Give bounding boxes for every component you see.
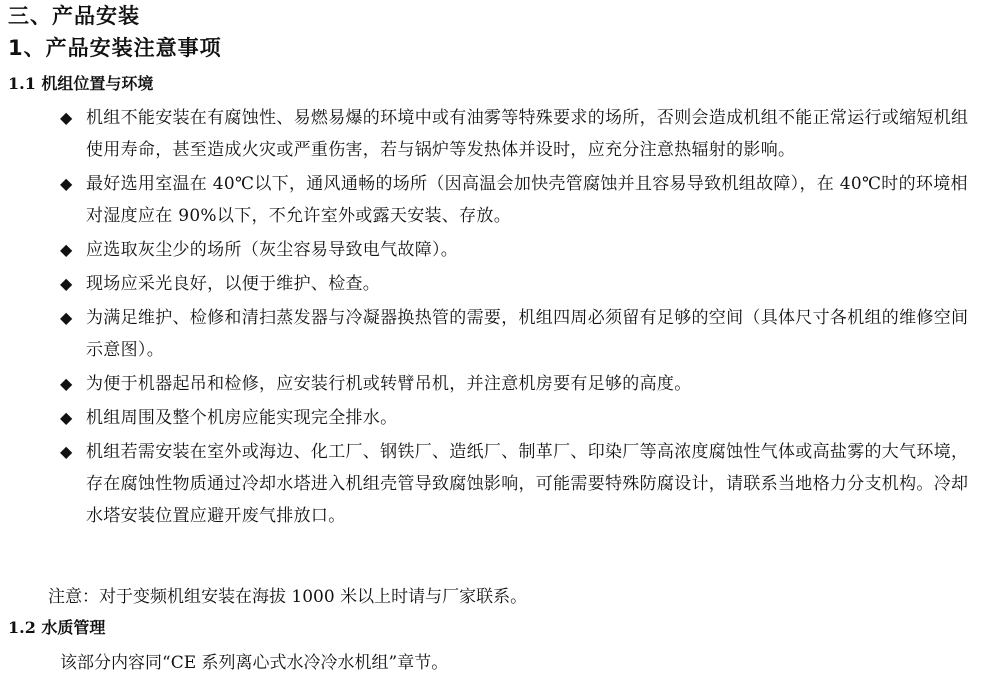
list-item-text: 应选取灰尘少的场所（灰尘容易导致电气故障）。 <box>86 240 459 260</box>
diamond-bullet-icon: ◆ <box>60 374 73 393</box>
section-subtitle: 1、产品安装注意事项 <box>8 36 222 60</box>
list-item <box>60 368 980 400</box>
list-item-text: 现场应采光良好，以便于维护、检查。 <box>86 274 381 294</box>
section-title: 三、产品安装 <box>8 4 140 28</box>
diamond-bullet-icon: ◆ <box>60 274 73 293</box>
altitude-note: 注意：对于变频机组安装在海拔 1000 米以上时请与厂家联系。 <box>48 587 528 607</box>
diamond-bullet-icon: ◆ <box>60 240 73 259</box>
subsection-heading-1-2: 1.2 水质管理 <box>8 618 106 637</box>
diamond-bullet-icon: ◆ <box>60 408 73 427</box>
diamond-bullet-icon: ◆ <box>60 108 73 127</box>
list-item <box>60 302 980 366</box>
diamond-bullet-icon: ◆ <box>60 442 73 461</box>
list-item-text: 机组周围及整个机房应能实现完全排水。 <box>86 408 398 428</box>
subsection-heading-1-1: 1.1 机组位置与环境 <box>8 74 154 93</box>
list-item <box>60 168 980 232</box>
list-item-text: 机组若需安装在室外或海边、化工厂、钢铁厂、造纸厂、制革厂、印染厂等高浓度腐蚀性气体或高盐雾的大气环境，存在腐蚀性物质通过冷却水塔进入机组壳管导致腐蚀影响，可能需要特殊防腐设计，请联系当地格力分支机构。冷却水塔安装位置应避开废气排放口。 <box>86 442 969 526</box>
list-item <box>60 436 980 532</box>
requirements-list <box>60 102 980 534</box>
list-item-text: 机组不能安装在有腐蚀性、易燃易爆的环境中或有油雾等特殊要求的场所，否则会造成机组不能正常运行或缩短机组使用寿命，甚至造成火灾或严重伤害，若与锅炉等发热体并设时，应充分注意热辐射的影响。 <box>86 108 969 160</box>
diamond-bullet-icon: ◆ <box>60 174 73 193</box>
water-quality-text: 该部分内容同“CE 系列离心式水冷冷水机组”章节。 <box>60 653 449 673</box>
list-item-text: 为便于机器起吊和检修，应安装行机或转臂吊机，并注意机房要有足够的高度。 <box>86 374 692 394</box>
list-item <box>60 102 980 166</box>
list-item <box>60 268 980 300</box>
list-item-text: 为满足维护、检修和清扫蒸发器与冷凝器换热管的需要，机组四周必须留有足够的空间（具体尺寸各机组的维修空间示意图）。 <box>86 308 969 360</box>
list-item <box>60 402 980 434</box>
diamond-bullet-icon: ◆ <box>60 308 73 327</box>
list-item <box>60 234 980 266</box>
list-item-text: 最好选用室温在 40℃以下，通风通畅的场所（因高温会加快壳管腐蚀并且容易导致机组故障），在 40℃时的环境相对湿度应在 90%以下，不允许室外或露天安装、存放。 <box>86 174 968 226</box>
